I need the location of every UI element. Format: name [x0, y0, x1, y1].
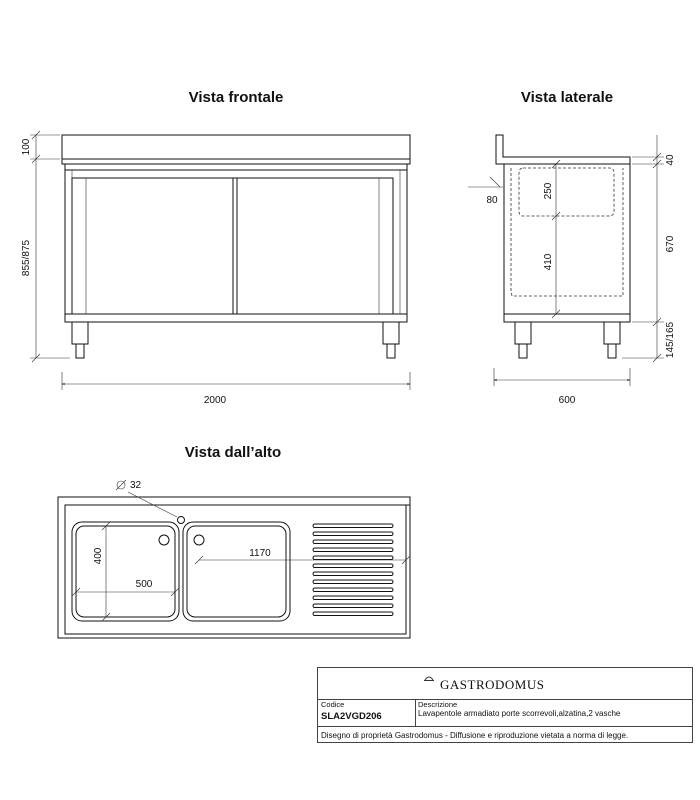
front-foot-right-adjuster — [387, 344, 395, 358]
front-plinth — [65, 314, 407, 322]
dim-side-upstand-thickness: 80 — [486, 195, 498, 206]
top-view — [58, 497, 410, 638]
front-door-right — [233, 178, 393, 314]
top-basin-left — [72, 522, 179, 621]
front-upstand — [62, 135, 410, 164]
side-cabinet — [504, 164, 630, 322]
front-door-left — [72, 178, 237, 314]
dim-top-drainer-length: 1170 — [249, 548, 271, 559]
front-dimensions — [21, 131, 410, 406]
side-view-title: Vista laterale — [520, 89, 614, 106]
dim-top-basin-depth: 400 — [93, 547, 104, 565]
title-block — [317, 667, 693, 743]
top-view-title: Vista dall’alto — [184, 444, 282, 461]
brand-name: GASTRODOMUS — [440, 677, 545, 692]
dim-side-lower: 410 — [543, 253, 554, 271]
dim-side-feet: 145/165 — [665, 321, 676, 359]
dim-front-width: 2000 — [203, 395, 227, 406]
top-tap-hole — [178, 517, 185, 524]
side-foot-right-adjuster — [608, 344, 616, 358]
dim-side-body: 670 — [665, 235, 676, 253]
side-dimensions — [468, 135, 676, 406]
code-label: Codice — [321, 700, 345, 709]
dim-side-top: 40 — [665, 154, 676, 166]
copyright-notice: Disegno di proprietà Gastrodomus - Diffusione e riproduzione vietata a norma di legge. — [321, 731, 629, 740]
dim-side-depth: 600 — [558, 395, 576, 406]
top-drainer-ribs — [313, 524, 393, 616]
front-view-title: Vista frontale — [188, 89, 284, 106]
dim-top-basin-width: 500 — [135, 579, 153, 590]
logo-row — [318, 668, 692, 700]
dim-front-height: 855/875 — [21, 239, 32, 277]
top-drain-left — [159, 535, 169, 545]
side-plinth — [504, 314, 630, 322]
side-foot-left — [515, 322, 531, 344]
dim-side-basin-depth: 250 — [543, 182, 554, 200]
description-label: Descrizione — [418, 700, 458, 709]
description-cell — [415, 699, 692, 726]
side-foot-left-adjuster — [519, 344, 527, 358]
product-description: Lavapentole armadiato porte scorrevoli,alzatina,2 vasche — [418, 709, 621, 718]
side-foot-right — [604, 322, 620, 344]
front-foot-right — [383, 322, 399, 344]
side-view — [496, 135, 630, 358]
front-foot-left-adjuster — [76, 344, 84, 358]
front-foot-left — [72, 322, 88, 344]
front-view — [62, 135, 410, 358]
top-drain-right — [194, 535, 204, 545]
gastrodomus-logo-icon — [424, 674, 434, 682]
code-cell — [318, 699, 416, 726]
info-row — [318, 699, 692, 727]
dim-top-drain-hole: 32 — [130, 480, 142, 491]
product-code: SLA2VGD206 — [321, 711, 382, 722]
top-basin-right — [183, 522, 290, 621]
front-cabinet — [65, 164, 407, 314]
side-top-profile — [496, 135, 630, 164]
dim-front-upstand: 100 — [21, 138, 32, 156]
side-basin-hidden — [519, 168, 614, 216]
